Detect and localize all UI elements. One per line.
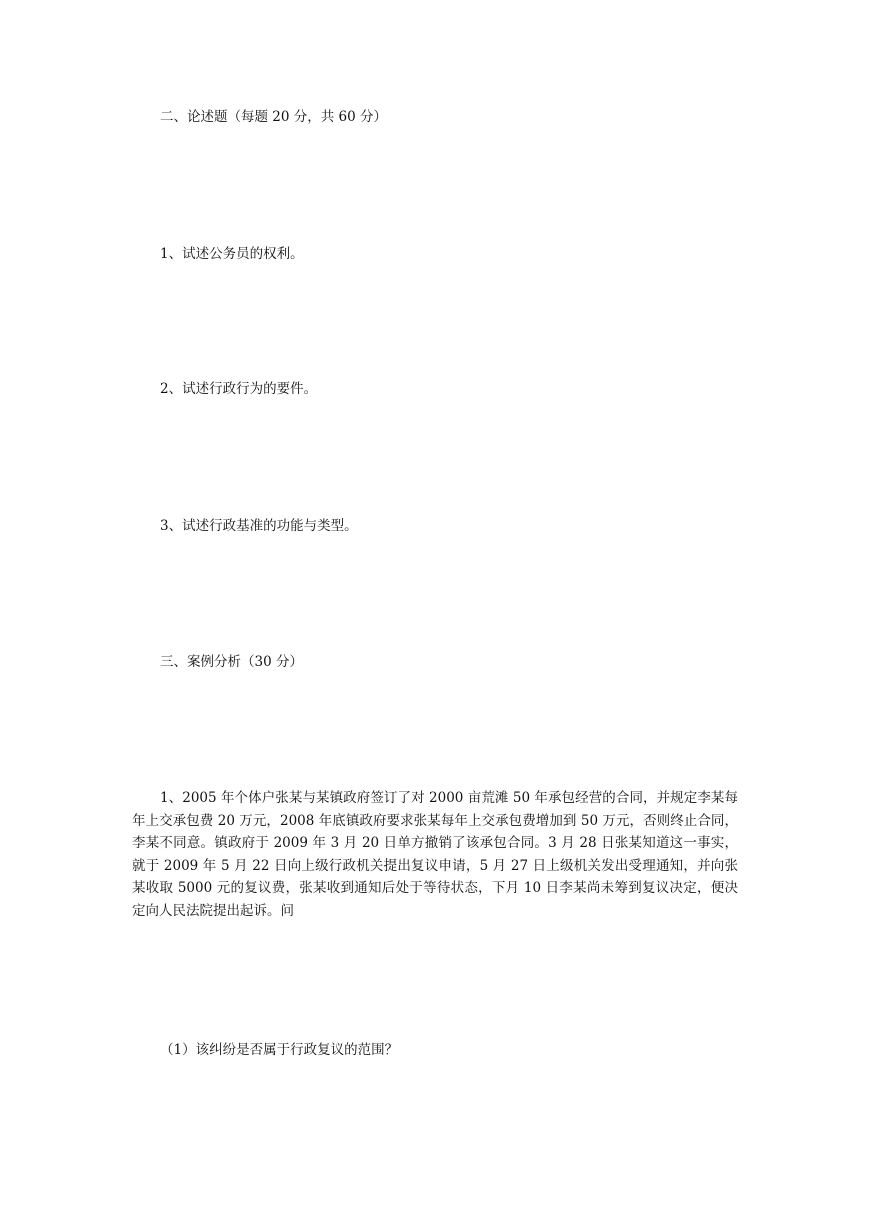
section-two-heading: 二、论述题（每题 20 分，共 60 分） bbox=[160, 109, 388, 125]
case-sub-question-1: （1）该纠纷是否属于行政复议的范围？ bbox=[160, 1042, 399, 1058]
section-three-heading: 三、案例分析（30 分） bbox=[160, 654, 303, 670]
essay-question-3: 3、试述行政基准的功能与类型。 bbox=[160, 518, 358, 534]
case-1-paragraph: 1、2005 年个体户张某与某镇政府签订了对 2000 亩荒滩 50 年承包经营的合同，并规定李某每年上交承包费 20 万元，2008 年底镇政府要求张某每年上交承包费增加到 50 万元，否则终止合同，李某不同意。镇政府于 2009 年 3 月 20 日单方撤销了该承包合同。3 月 28 日张某知道这一事实，就于 2009 年 5 月 22 日向上级行政机关提出复议申请，5 月 27 日上级机关发出受理通知，并向张某收取 5000 元的复议费，张某收到通知后处于等待状态，下月 10 日李某尚未筹到复议决定，便决定向人民法院提出起诉。问 bbox=[132, 790, 738, 919]
essay-question-2: 2、试述行政行为的要件。 bbox=[160, 381, 318, 397]
essay-question-1: 1、试述公务员的权利。 bbox=[160, 246, 304, 262]
